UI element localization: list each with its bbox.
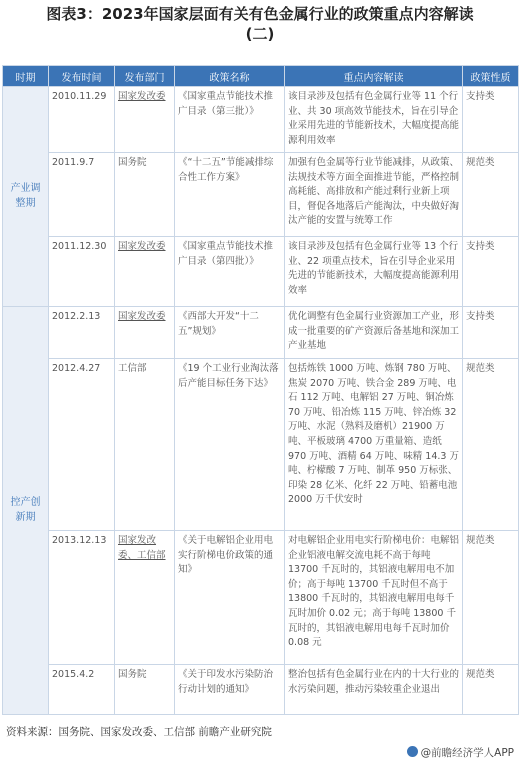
content-cell: 整治包括有色金属行业在内的十大行业的水污染问题，推动污染较重企业退出 (285, 665, 463, 715)
nature-cell: 支持类 (463, 307, 519, 359)
dept-text: 国家发改委 (118, 311, 166, 322)
header-period: 时期 (3, 66, 49, 87)
dept-cell (115, 307, 175, 359)
date-cell: 2012.2.13 (49, 307, 115, 359)
brand-credit (407, 745, 514, 760)
dept-cell (115, 237, 175, 307)
content-cell: 对电解铝企业用电实行阶梯电价：电解铝企业铝液电解交流电耗不高于每吨 13700 千瓦时的，其铝液电解用电不加价；高于每吨 13700 千瓦时但不高于 13800 千瓦时的，其铝液电解用电每千瓦时加价 0.02 元；高于每吨 13800 千瓦时的，其铝液电解用电每千瓦时加价 0.08 元 (285, 531, 463, 665)
table-row (3, 307, 519, 359)
date-cell: 2011.9.7 (49, 153, 115, 237)
content-cell: 该目录涉及包括有色金属行业等 11 个行业、共 30 项高效节能技术，旨在引导企业采用先进的节能新技术，大幅度提高能源利用效率 (285, 87, 463, 153)
policy-name-cell: 《西部大开发“十二五”规划》 (175, 307, 285, 359)
content-cell: 包括炼铁 1000 万吨、炼钢 780 万吨、焦炭 2070 万吨、铁合金 289 万吨、电石 112 万吨、电解铝 27 万吨、铜冶炼 70 万吨、铅冶炼 115 万吨、锌冶炼 32 万吨、水泥（熟料及磨机）21900 万吨、平板玻璃 4700 万重量箱、造纸 970 万吨、酒精 64 万吨、味精 14.3 万吨、柠檬酸 7 万吨、制革 950 万标张、印染 28 亿米、化纤 22 万吨、铅蓄电池 2000 万千伏安时 (285, 359, 463, 531)
table-row (3, 237, 519, 307)
date-cell: 2011.12.30 (49, 237, 115, 307)
content-cell: 加强有色金属等行业节能减排，从政策、法规技术等方面全面推进节能，严格控制高耗能、高排放和产能过剩行业新上项目，督促各地落后产能淘汰，中央做好淘汰产能的安置与统筹工作 (285, 153, 463, 237)
policy-name-cell: 《19 个工业行业淘汰落后产能目标任务下达》 (175, 359, 285, 531)
brand-text: @前瞻经济学人APP (420, 747, 514, 759)
period-cell: 产业调整期 (3, 87, 49, 307)
header-content: 重点内容解读 (285, 66, 463, 87)
policy-name-cell: 《关于印发水污染防治行动计划的通知》 (175, 665, 285, 715)
title-line-1: 图表3：2023年国家层面有关有色金属行业的政策重点内容解读 (46, 5, 474, 23)
table-row (3, 665, 519, 715)
date-cell: 2015.4.2 (49, 665, 115, 715)
policy-name-cell: 《国家重点节能技术推广目录（第三批）》 (175, 87, 285, 153)
header-dept: 发布部门 (115, 66, 175, 87)
dept-cell (115, 531, 175, 665)
source-note: 资料来源：国务院、国家发改委、工信部 前瞻产业研究院 (6, 726, 272, 738)
content-cell: 该目录涉及包括有色金属行业等 13 个行业、22 项重点技术，旨在引导企业采用先进的节能新技术，大幅度提高能源利用效率 (285, 237, 463, 307)
dept-text: 国家发改委 (118, 241, 166, 252)
table-row (3, 87, 519, 153)
dept-text: 国家发改委 (118, 91, 166, 102)
policy-name-cell: 《“十二五”节能减排综合性工作方案》 (175, 153, 285, 237)
nature-cell: 规范类 (463, 665, 519, 715)
nature-cell: 规范类 (463, 359, 519, 531)
date-cell: 2010.11.29 (49, 87, 115, 153)
nature-cell: 规范类 (463, 153, 519, 237)
nature-cell: 支持类 (463, 87, 519, 153)
nature-cell: 规范类 (463, 531, 519, 665)
dept-text: 国家发改委、工信部 (118, 535, 166, 561)
nature-cell: 支持类 (463, 237, 519, 307)
dept-cell (115, 87, 175, 153)
period-cell: 控产创新期 (3, 307, 49, 715)
title-line-2: (二) (245, 25, 275, 43)
header-policy-name: 政策名称 (175, 66, 285, 87)
header-date: 发布时间 (49, 66, 115, 87)
table-header-row (3, 66, 519, 87)
page-title (0, 4, 520, 44)
policy-name-cell: 《关于电解铝企业用电实行阶梯电价政策的通知》 (175, 531, 285, 665)
dept-cell: 工信部 (115, 359, 175, 531)
dept-cell: 国务院 (115, 665, 175, 715)
header-nature: 政策性质 (463, 66, 519, 87)
date-cell: 2013.12.13 (49, 531, 115, 665)
table-row (3, 359, 519, 531)
table-row (3, 531, 519, 665)
brand-logo-icon (407, 746, 418, 757)
dept-cell: 国务院 (115, 153, 175, 237)
policy-name-cell: 《国家重点节能技术推广目录（第四批）》 (175, 237, 285, 307)
content-cell: 优化调整有色金属行业资源加工产业，形成一批重要的矿产资源后备基地和深加工产业基地 (285, 307, 463, 359)
date-cell: 2012.4.27 (49, 359, 115, 531)
policy-table (2, 65, 519, 715)
table-row (3, 153, 519, 237)
